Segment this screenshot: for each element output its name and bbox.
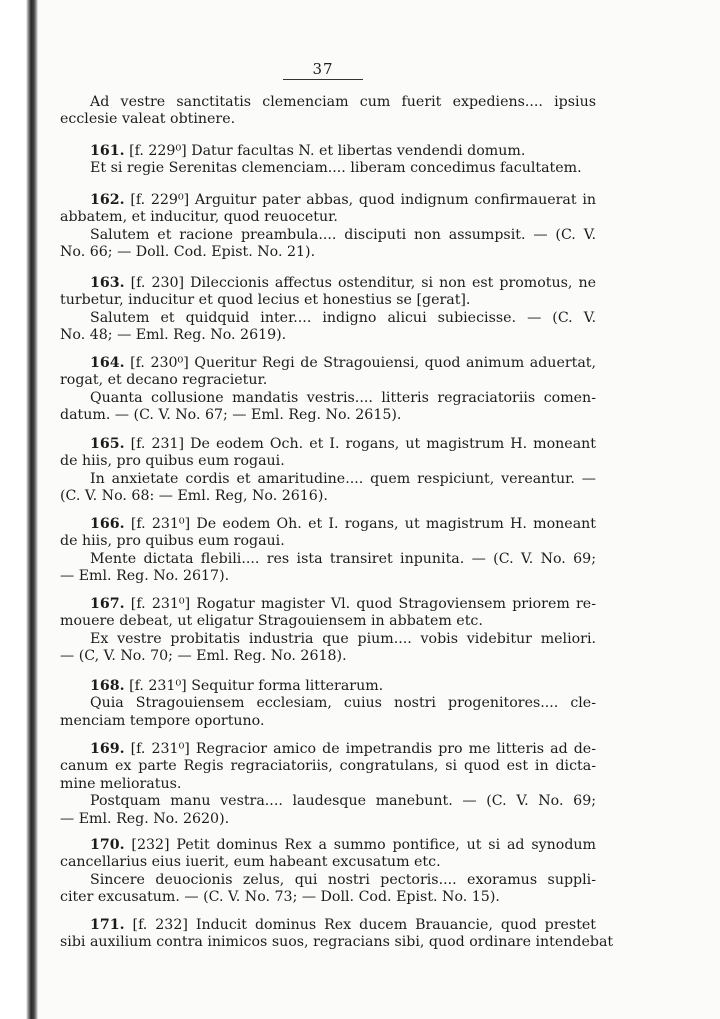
page-number-text: 37 (312, 60, 334, 78)
entry-heading: [f. 230⁰] Queritur Regi de Stragouiensi, quod animum aduertat, (130, 355, 596, 371)
text-line: Quia Stragouiensem ecclesiam, cuius nostri progenitores.... cle- (90, 695, 596, 712)
text-line: Salutem et quidquid inter.... indigno alicui subiecisse. — (C. V. (90, 309, 596, 326)
text-line: rogat, et decano regracietur. (60, 372, 268, 389)
scan-binding-edge (0, 0, 38, 1019)
entry-heading: [f. 231] De eodem Och. et I. rogans, ut magistrum H. moneant (130, 436, 596, 452)
text-line: menciam tempore oportuno. (60, 712, 265, 729)
entry-164 (60, 355, 596, 425)
text-line: Quanta collusione mandatis vestris.... litteris regraciatoriis comen- (90, 389, 596, 406)
text-line: Et si regie Serenitas clemenciam.... liberam concedimus facultatem. (90, 160, 582, 177)
text-line: citer excusatum. — (C. V. No. 73; — Doll. Cod. Epist. No. 15). (60, 889, 500, 906)
entry-161 (60, 143, 596, 178)
entry-168 (60, 678, 596, 730)
entry-170 (60, 837, 596, 907)
entry-number: 166. (90, 516, 125, 532)
text-line: Ex vestre probitatis industria que pium.... vobis videbitur meliori. (90, 630, 596, 647)
text-line: Postquam manu vestra.... laudesque manebunt. — (C. V. No. 69; (90, 793, 596, 810)
entry-163 (60, 275, 596, 345)
entry-169 (60, 741, 596, 828)
text-line: — Eml. Reg. No. 2620). (60, 810, 230, 827)
text-line: In anxietate cordis et amaritudine.... quem respiciunt, vereantur. — (90, 470, 596, 487)
text-line: de hiis, pro quibus eum rogaui. (60, 533, 285, 550)
text-line: Sincere deuocionis zelus, qui nostri pectoris.... exoramus suppli- (90, 871, 596, 888)
entry-171 (60, 917, 614, 952)
entry-165 (60, 436, 596, 506)
intro-paragraph (60, 94, 596, 129)
text-line: mine melioratus. (60, 775, 182, 792)
text-line: No. 66; — Doll. Cod. Epist. No. 21). (60, 244, 316, 261)
entry-167 (60, 596, 596, 666)
text-line: sibi auxilium contra inimicos suos, regracians sibi, quod ordinare intendebat (60, 934, 614, 951)
text-line: No. 48; — Eml. Reg. No. 2619). (60, 327, 287, 344)
text-line: ecclesie valeat obtinere. (60, 111, 236, 128)
entry-number: 167. (90, 596, 125, 612)
entry-number: 162. (90, 192, 125, 208)
text-line: turbetur, inducitur et quod lecius et honestius se [gerat]. (60, 292, 471, 309)
entry-number: 165. (90, 436, 125, 452)
entry-number: 168. (90, 678, 125, 694)
entry-heading: [f. 232] Inducit dominus Rex ducem Brauancie, quod prestet (132, 917, 596, 933)
entry-heading: [232] Petit dominus Rex a summo pontifice, ut si ad synodum (131, 837, 596, 853)
page-number (283, 60, 363, 80)
entry-166 (60, 516, 596, 586)
text-line: cancellarius eius iuerit, eum habeant excusatum etc. (60, 854, 441, 871)
text-line: datum. — (C. V. No. 67; — Eml. Reg. No. 2615). (60, 407, 402, 424)
entry-number: 171. (90, 917, 125, 933)
entry-162 (60, 192, 596, 262)
entry-heading: [f. 229⁰] Arguitur pater abbas, quod indignum confirmauerat in (130, 192, 597, 208)
entry-number: 170. (90, 837, 125, 853)
text-line: Ad vestre sanctitatis clemenciam cum fuerit expediens.... ipsius (90, 94, 596, 110)
text-line: — Eml. Reg. No. 2617). (60, 568, 230, 585)
text-line: canum ex parte Regis regraciatoriis, congratulans, si quod est in dicta- (60, 758, 596, 775)
entry-heading: [f. 230] Dileccionis affectus ostenditur, si non est promotus, ne (130, 275, 596, 291)
entry-heading: [f. 231⁰] Sequitur forma litterarum. (129, 678, 384, 694)
text-line: (C. V. No. 68: — Eml. Reg, No. 2616). (60, 488, 328, 505)
page-number-rule (283, 79, 363, 80)
text-line: de hiis, pro quibus eum rogaui. (60, 453, 285, 470)
entry-number: 169. (90, 741, 125, 757)
text-line: abbatem, et inducitur, quod reuocetur. (60, 209, 338, 226)
entry-number: 163. (90, 275, 125, 291)
text-line: — (C, V. No. 70; — Eml. Reg. No. 2618). (60, 648, 347, 665)
entry-heading: [f. 231⁰] Regracior amico de impetrandis pro me litteris ad de- (130, 741, 596, 757)
entry-heading: [f. 231⁰] De eodem Oh. et I. rogans, ut magistrum H. moneant (130, 516, 596, 532)
entry-heading: [f. 229⁰] Datur facultas N. et libertas vendendi domum. (129, 143, 526, 159)
entry-heading: [f. 231⁰] Rogatur magister Vl. quod Stragoviensem priorem re- (130, 596, 596, 612)
entry-number: 164. (90, 355, 125, 371)
text-line: mouere debeat, ut eligatur Stragouiensem in abbatem etc. (60, 613, 483, 630)
text-line: Salutem et racione preambula.... disciputi non assumpsit. — (C. V. (90, 226, 596, 243)
entry-number: 161. (90, 143, 125, 159)
text-line: Mente dictata flebili.... res ista transiret inpunita. — (C. V. No. 69; (90, 550, 596, 567)
